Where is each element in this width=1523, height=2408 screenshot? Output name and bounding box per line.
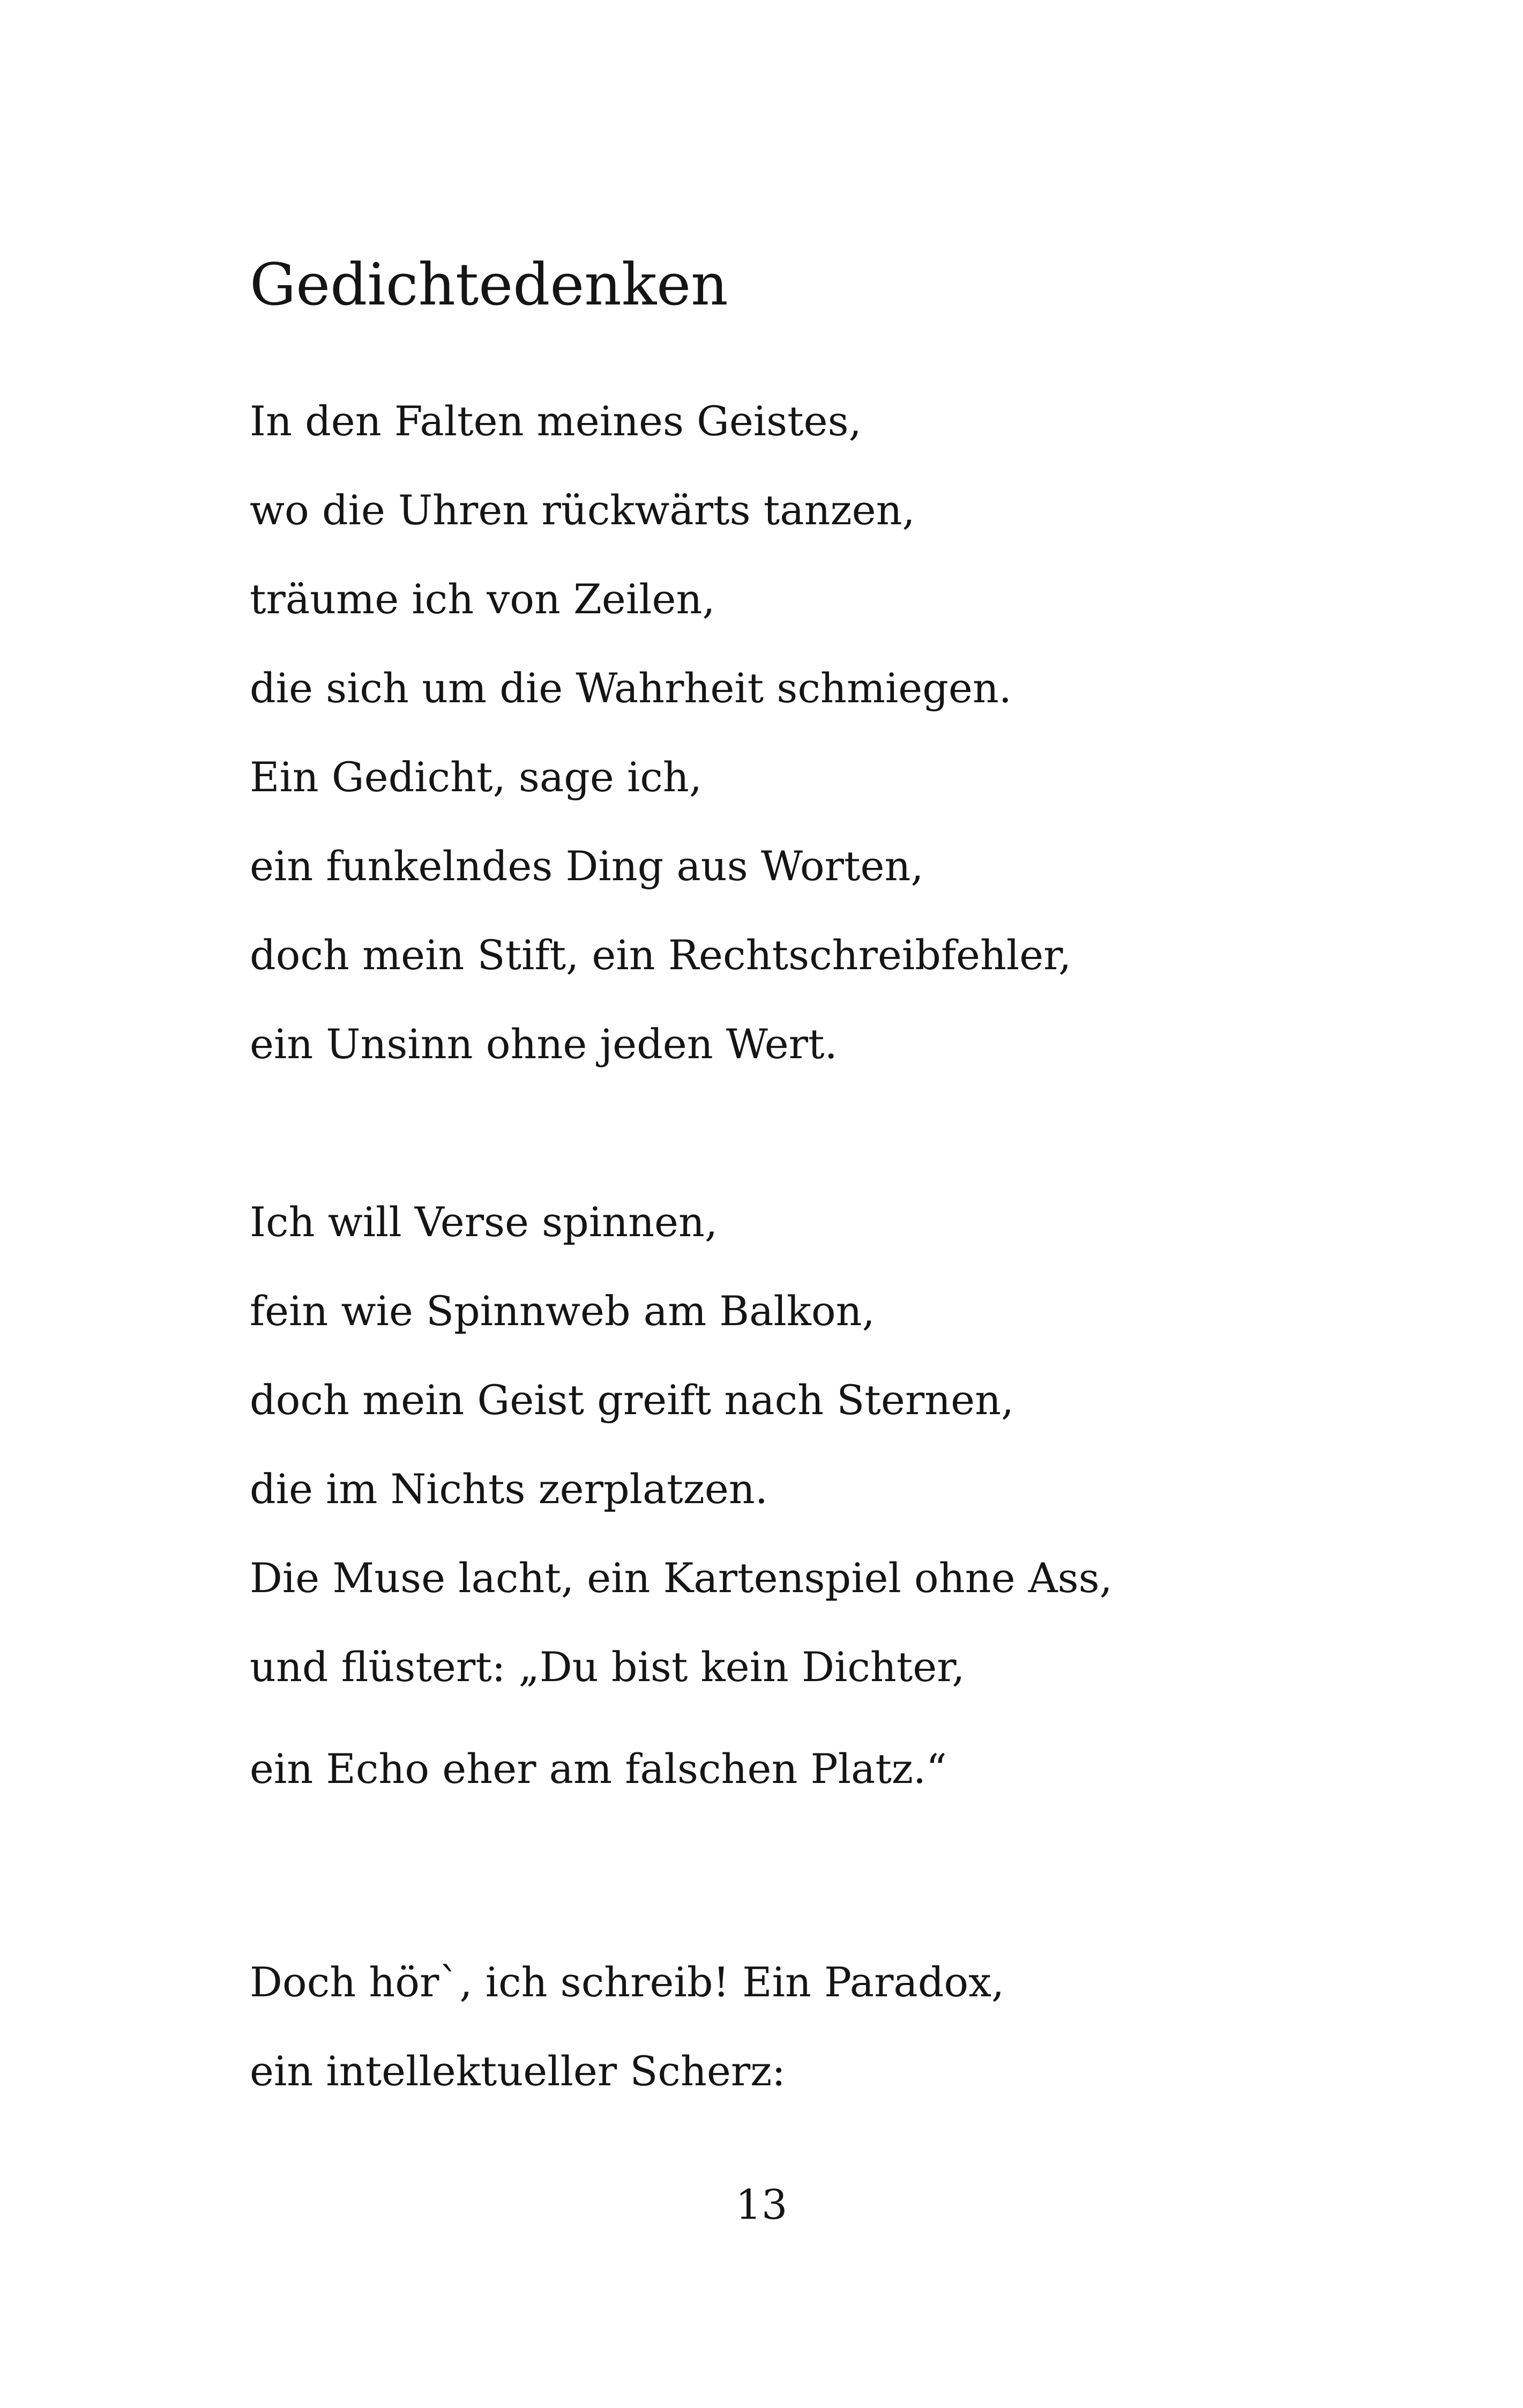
poem-line: ein funkelndes Ding aus Worten,: [250, 842, 924, 890]
poem-line: ein Unsinn ohne jeden Wert.: [250, 1020, 838, 1068]
poem-line: die sich um die Wahrheit schmiegen.: [250, 664, 1012, 712]
poem-line: fein wie Spinnweb am Balkon,: [250, 1287, 875, 1335]
poem-line: Ich will Verse spinnen,: [250, 1198, 718, 1246]
poem-line: träume ich von Zeilen,: [250, 575, 715, 623]
poem-line: ein Echo eher am falschen Platz.“: [250, 1745, 947, 1793]
poem-line: wo die Uhren rückwärts tanzen,: [250, 486, 915, 534]
poem-line: doch mein Geist greift nach Sternen,: [250, 1376, 1014, 1424]
poem-line: Ein Gedicht, sage ich,: [250, 753, 702, 801]
poem-line: Doch hör`, ich schreib! Ein Paradox,: [250, 1958, 1005, 2006]
poem-line: In den Falten meines Geistes,: [250, 397, 862, 445]
poem-line: ein intellektueller Scherz:: [250, 2047, 786, 2095]
poem-line: die im Nichts zerplatzen.: [250, 1465, 768, 1513]
poem-title: Gedichtedenken: [250, 251, 728, 318]
poem-line: Die Muse lacht, ein Kartenspiel ohne Ass,: [250, 1554, 1113, 1602]
poem-line: doch mein Stift, ein Rechtschreibfehler,: [250, 931, 1072, 979]
poem-line: und flüstert: „Du bist kein Dichter,: [250, 1643, 965, 1691]
page-number: 13: [735, 2181, 788, 2228]
